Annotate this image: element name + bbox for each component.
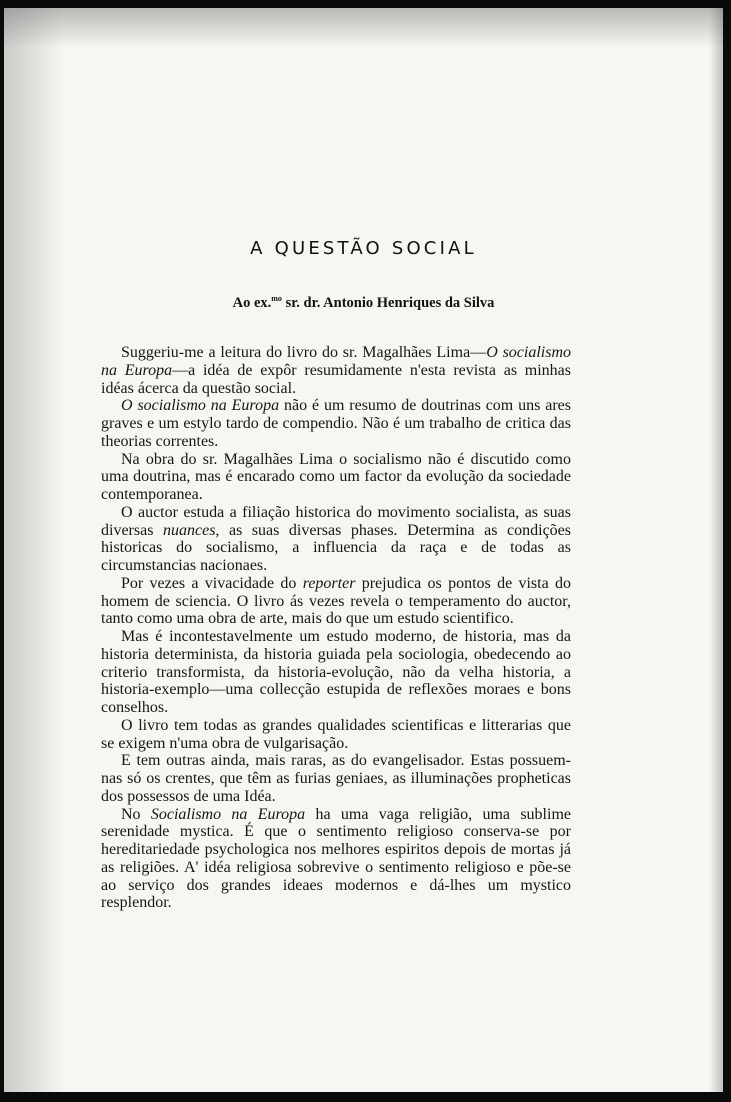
article-body <box>101 344 571 912</box>
dedication-prefix: Ao ex. <box>232 295 272 311</box>
body-paragraph <box>101 575 571 628</box>
dedication-line <box>4 294 723 312</box>
body-paragraph <box>101 752 571 805</box>
italic-title: Socialismo na Europa <box>150 805 306 823</box>
paragraph-text: No <box>121 805 151 823</box>
paragraph-text: O auctor estuda a filiação historica do movimento socialista, as suas diversas <box>101 503 571 539</box>
dedication-superscript: mo <box>271 294 282 303</box>
dedication-rest: sr. dr. Antonio Henriques da Silva <box>281 295 495 311</box>
paragraph-text: ha uma vaga religião, uma sublime serenidade mystica. É que o sentimento religioso conserva-se por hereditariedade psychologica nos melhores espiritos depois de mortas já as religiões. A' idéa religiosa sobrevive o sentimento religioso e põe-se ao serviço dos grandes ideaes modernos e dá-lhes um mystico resplendor. <box>101 805 571 912</box>
paragraph-text: Mas é incontestavelmente um estudo moderno, de historia, mas da historia determinista, da historia guiada pela sociologia, obedecendo ao criterio transformista, da historia-evolução, não da velha historia, a historia-exemplo—uma collecção estupida de reflexões moraes e bons conselhos. <box>101 628 571 716</box>
article-title: A QUESTÃO SOCIAL <box>250 238 477 259</box>
italic-title: O socialismo na Europa <box>101 344 572 379</box>
scanned-page <box>4 8 723 1092</box>
italic-title: reporter <box>302 574 356 592</box>
page-edge-shadow-right <box>709 8 723 1092</box>
paragraph-text: Na obra do sr. Magalhães Lima o socialismo não é discutido como uma doutrina, mas é encarado como um factor da evolução da sociedade contemporanea. <box>101 450 571 503</box>
paragraph-text: as suas diversas phases. Determina as condições historicas do socialismo, a influencia da raça e de todas as circumstancias nacionaes. <box>101 521 572 574</box>
paragraph-text: O livro tem todas as grandes qualidades scientificas e litterarias que se exigem n'uma obra de vulgarisação. <box>101 716 571 752</box>
body-paragraph <box>101 717 571 753</box>
italic-title: O socialismo na Europa <box>121 397 280 415</box>
paragraph-text: Suggeriu-me a leitura do livro do sr. Magalhães Lima— <box>121 344 487 361</box>
paragraph-text: prejudica os pontos de vista do homem de sciencia. O livro ás vezes revela o temperamento do auctor, tanto como uma obra de arte, mais do que um estudo scientifico. <box>101 574 571 628</box>
paragraph-text: Por vezes a vivacidade do <box>121 574 303 592</box>
page-edge-shadow-left <box>4 8 64 1092</box>
body-paragraph <box>101 628 571 717</box>
body-paragraph <box>101 344 571 397</box>
body-paragraph <box>101 451 571 504</box>
page-edge-shadow-top <box>4 8 723 48</box>
italic-title: nuances, <box>162 521 220 539</box>
body-paragraph <box>101 397 571 450</box>
paragraph-text: —a idéa de expôr resumidamente n'esta revista as minhas idéas ácerca da questão social. <box>101 361 571 397</box>
paragraph-text: não é um resumo de doutrinas com uns ares graves e um estylo tardo de compendio. Não é um trabalho de critica das theorias correntes. <box>101 397 571 450</box>
body-paragraph <box>101 504 571 575</box>
body-paragraph <box>101 806 571 913</box>
paragraph-text: E tem outras ainda, mais raras, as do evangelisador. Estas possuem-nas só os crentes, que têm as furias geniaes, as illuminações propheticas dos possessos de uma Idéa. <box>101 752 571 805</box>
